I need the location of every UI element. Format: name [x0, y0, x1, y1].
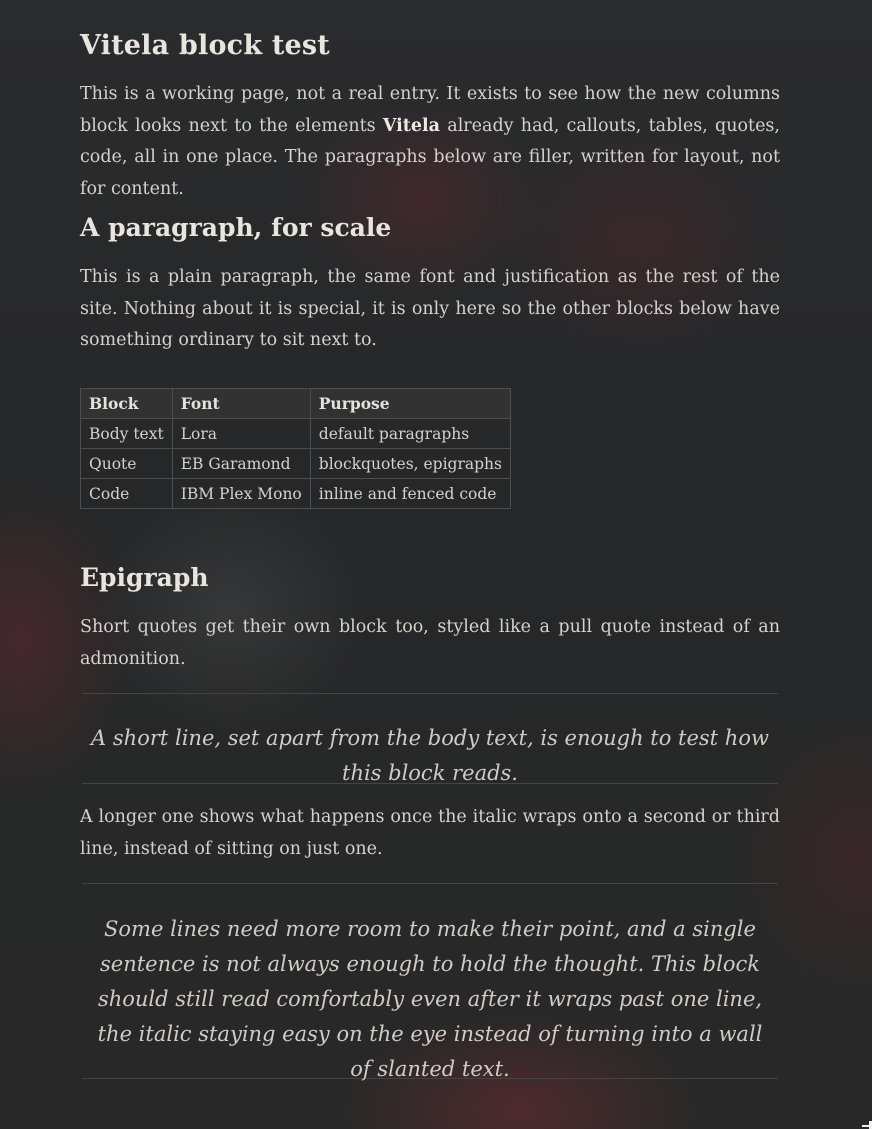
table-row	[81, 449, 511, 479]
fonts-table	[80, 388, 511, 509]
scale-paragraph: This is a plain paragraph, the same font and justification as the rest of the site. Nothing about it is special, it is only here so the other blocks below have something ordinary to sit next to.	[80, 267, 780, 350]
table-header-cell: Font	[172, 389, 310, 419]
table-cell: default paragraphs	[310, 419, 510, 449]
table-header-row	[81, 389, 511, 419]
resize-handle-icon[interactable]	[862, 1121, 872, 1129]
table-cell: IBM Plex Mono	[172, 479, 310, 509]
table-cell: EB Garamond	[172, 449, 310, 479]
epigraph-long: Some lines need more room to make their point, and a single sentence is not always enough to hold the thought. This block should still read comfortably even after it wraps past one line, the italic staying easy on the eye instead of turning into a wall of slanted text.	[82, 883, 778, 1079]
page-title: Vitela block test	[80, 30, 330, 61]
table-cell: Code	[81, 479, 173, 509]
intro-text-before: This is a working page, not a real entry. It exists to see how the new columns block looks next to the elements	[80, 84, 780, 136]
table-header-cell: Purpose	[310, 389, 510, 419]
section-heading-paragraph: A paragraph, for scale	[80, 213, 392, 242]
intro-bold-vitela: Vitela	[382, 115, 440, 136]
table-row	[81, 419, 511, 449]
table-cell: Lora	[172, 419, 310, 449]
table-cell: Quote	[81, 449, 173, 479]
table-header-cell: Block	[81, 389, 173, 419]
intro-text-after: already had, callouts, tables, quotes, code, all in one place. The paragraphs below are filler, written for layout, not for content.	[80, 115, 780, 199]
epigraph-short: A short line, set apart from the body text, is enough to test how this block reads.	[82, 693, 778, 784]
epigraph-intro-paragraph: Short quotes get their own block too, styled like a pull quote instead of an admonition.	[80, 617, 780, 669]
table-row	[81, 479, 511, 509]
table-cell: Body text	[81, 419, 173, 449]
epigraph-between-paragraph: A longer one shows what happens once the italic wraps onto a second or third line, instead of sitting on just one.	[80, 807, 780, 859]
section-heading-epigraph: Epigraph	[80, 563, 209, 592]
table-cell: blockquotes, epigraphs	[310, 449, 510, 479]
intro-paragraph	[80, 79, 780, 205]
table-cell: inline and fenced code	[310, 479, 510, 509]
